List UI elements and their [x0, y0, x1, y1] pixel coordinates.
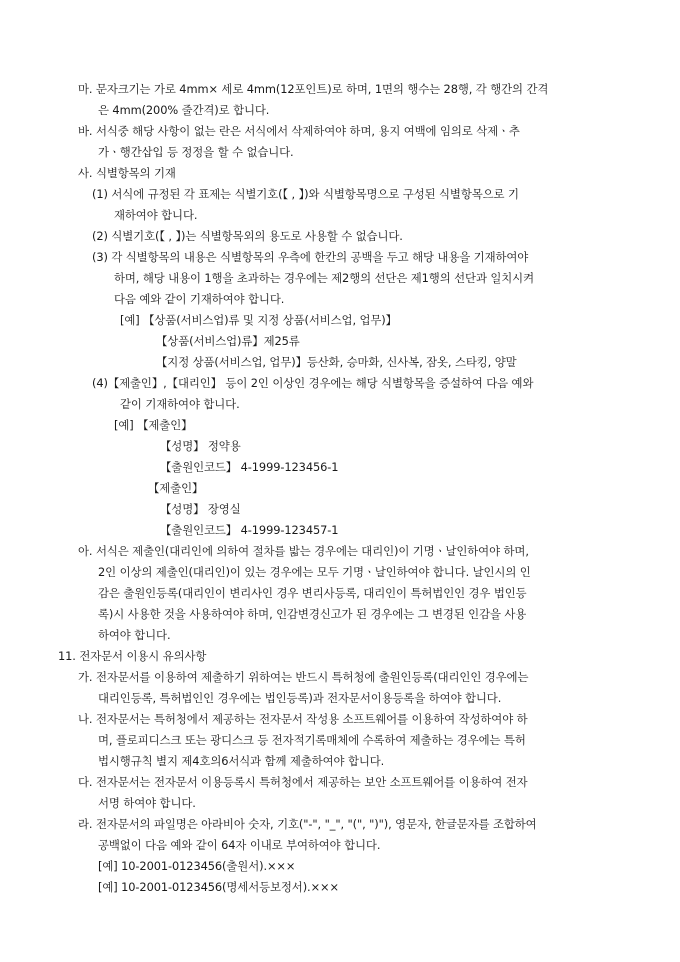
- item-ma-line-1: 마. 문자크기는 가로 4mm× 세로 4mm(12포인트)로 하며, 1면의 행수는 28행, 각 행간의 간격: [78, 82, 549, 96]
- item-a-line-5: 하여야 합니다.: [98, 628, 171, 642]
- item-ma-line-2: 은 4mm(200% 줄간격)로 합니다.: [98, 103, 270, 117]
- item-a-line-4: 록)시 사용한 것을 사용하여야 하며, 인감변경신고가 된 경우에는 그 변경된 인감을 사용: [98, 607, 527, 621]
- sa-3-line-1: (3) 각 식별항목의 내용은 식별항목의 우측에 한칸의 공백을 두고 해당 내용을 기재하여야: [92, 250, 529, 264]
- sa-3-line-3: 다음 예와 같이 기재하여야 합니다.: [114, 292, 285, 306]
- example-3-line-1: [예] 10-2001-0123456(출원서).×××: [98, 859, 296, 873]
- item-na-line-2: 며, 플로피디스크 또는 광디스크 등 전자적기록매체에 수록하여 제출하는 경우에는 특허: [98, 733, 526, 747]
- item-ga-line-2: 대리인등록, 특허법인인 경우에는 법인등록)과 전자문서이용등록을 하여야 합니다.: [98, 691, 502, 705]
- example-2-line-1: [예] 【제출인】: [114, 418, 193, 432]
- item-na-line-1: 나. 전자문서는 특허청에서 제공하는 전자문서 작성용 소프트웨어를 이용하여 작성하여야 하: [78, 712, 528, 726]
- example-2-line-6: 【출원인코드】 4-1999-123457-1: [160, 523, 339, 537]
- item-na-line-3: 법시행규칙 별지 제4호의6서식과 함께 제출하여야 합니다.: [98, 754, 385, 768]
- example-1-line-3: 【지정 상품(서비스업, 업무)】등산화, 승마화, 신사복, 잠옷, 스타킹, 양말: [156, 355, 517, 369]
- item-a-line-1: 아. 서식은 제출인(대리인에 의하여 절차를 밟는 경우에는 대리인)이 기명ㆍ날인하여야 하며,: [78, 544, 529, 558]
- example-2-line-5: 【성명】 장영실: [160, 502, 241, 516]
- item-ra-line-2: 공백없이 다음 예와 같이 64자 이내로 부여하여야 합니다.: [98, 838, 381, 852]
- item-a-line-3: 감은 출원인등록(대리인이 변리사인 경우 변리사등록, 대리인이 특허법인인 경우 법인등: [98, 586, 527, 600]
- section-11-heading: 11. 전자문서 이용시 유의사항: [58, 649, 207, 663]
- example-1-line-2: 【상품(서비스업)류】제25류: [156, 334, 300, 348]
- example-3-line-2: [예] 10-2001-0123456(명세서등보정서).×××: [98, 880, 339, 894]
- sa-1-line-1: (1) 서식에 규정된 각 표제는 식별기호(【 , 】)와 식별항목명으로 구성된 식별항목으로 기: [92, 187, 519, 201]
- item-da-line-2: 서명 하여야 합니다.: [98, 796, 196, 810]
- item-ra-line-1: 라. 전자문서의 파일명은 아라비아 숫자, 기호("-", "_", "(", ")"), 영문자, 한글문자를 조합하여: [78, 817, 537, 831]
- item-da-line-1: 다. 전자문서는 전자문서 이용등록시 특허청에서 제공하는 보안 소프트웨어를 이용하여 전자: [78, 775, 528, 789]
- item-ga-line-1: 가. 전자문서를 이용하여 제출하기 위하여는 반드시 특허청에 출원인등록(대리인인 경우에는: [78, 670, 529, 684]
- example-2-line-3: 【출원인코드】 4-1999-123456-1: [160, 460, 339, 474]
- example-2-line-2: 【성명】 정약용: [160, 439, 241, 453]
- sa-2-line: (2) 식별기호(【 , 】)는 식별항목외의 용도로 사용할 수 없습니다.: [92, 229, 403, 243]
- sa-3-line-2: 하며, 해당 내용이 1행을 초과하는 경우에는 제2행의 선단은 제1행의 선단과 일치시켜: [114, 271, 534, 285]
- item-ba-line-1: 바. 서식중 해당 사항이 없는 란은 서식에서 삭제하여야 하며, 용지 여백에 임의로 삭제ㆍ추: [78, 124, 520, 138]
- sa-4-line-2: 같이 기재하여야 합니다.: [120, 397, 240, 411]
- sa-1-line-2: 재하여야 합니다.: [114, 208, 198, 222]
- item-ba-line-2: 가ㆍ행간삽입 등 정정을 할 수 없습니다.: [98, 145, 294, 159]
- item-a-line-2: 2인 이상의 제출인(대리인)이 있는 경우에는 모두 기명ㆍ날인하여야 합니다. 날인시의 인: [98, 565, 531, 579]
- sa-4-line-1: (4)【제출인】,【대리인】 등이 2인 이상인 경우에는 해당 식별항목을 증설하여 다음 예와: [92, 376, 534, 390]
- item-sa-heading: 사. 식별항목의 기재: [78, 166, 176, 180]
- example-1-line-1: [예] 【상품(서비스업)류 및 지정 상품(서비스업, 업무)】: [120, 313, 397, 327]
- example-2-line-4: 【제출인】: [148, 481, 204, 495]
